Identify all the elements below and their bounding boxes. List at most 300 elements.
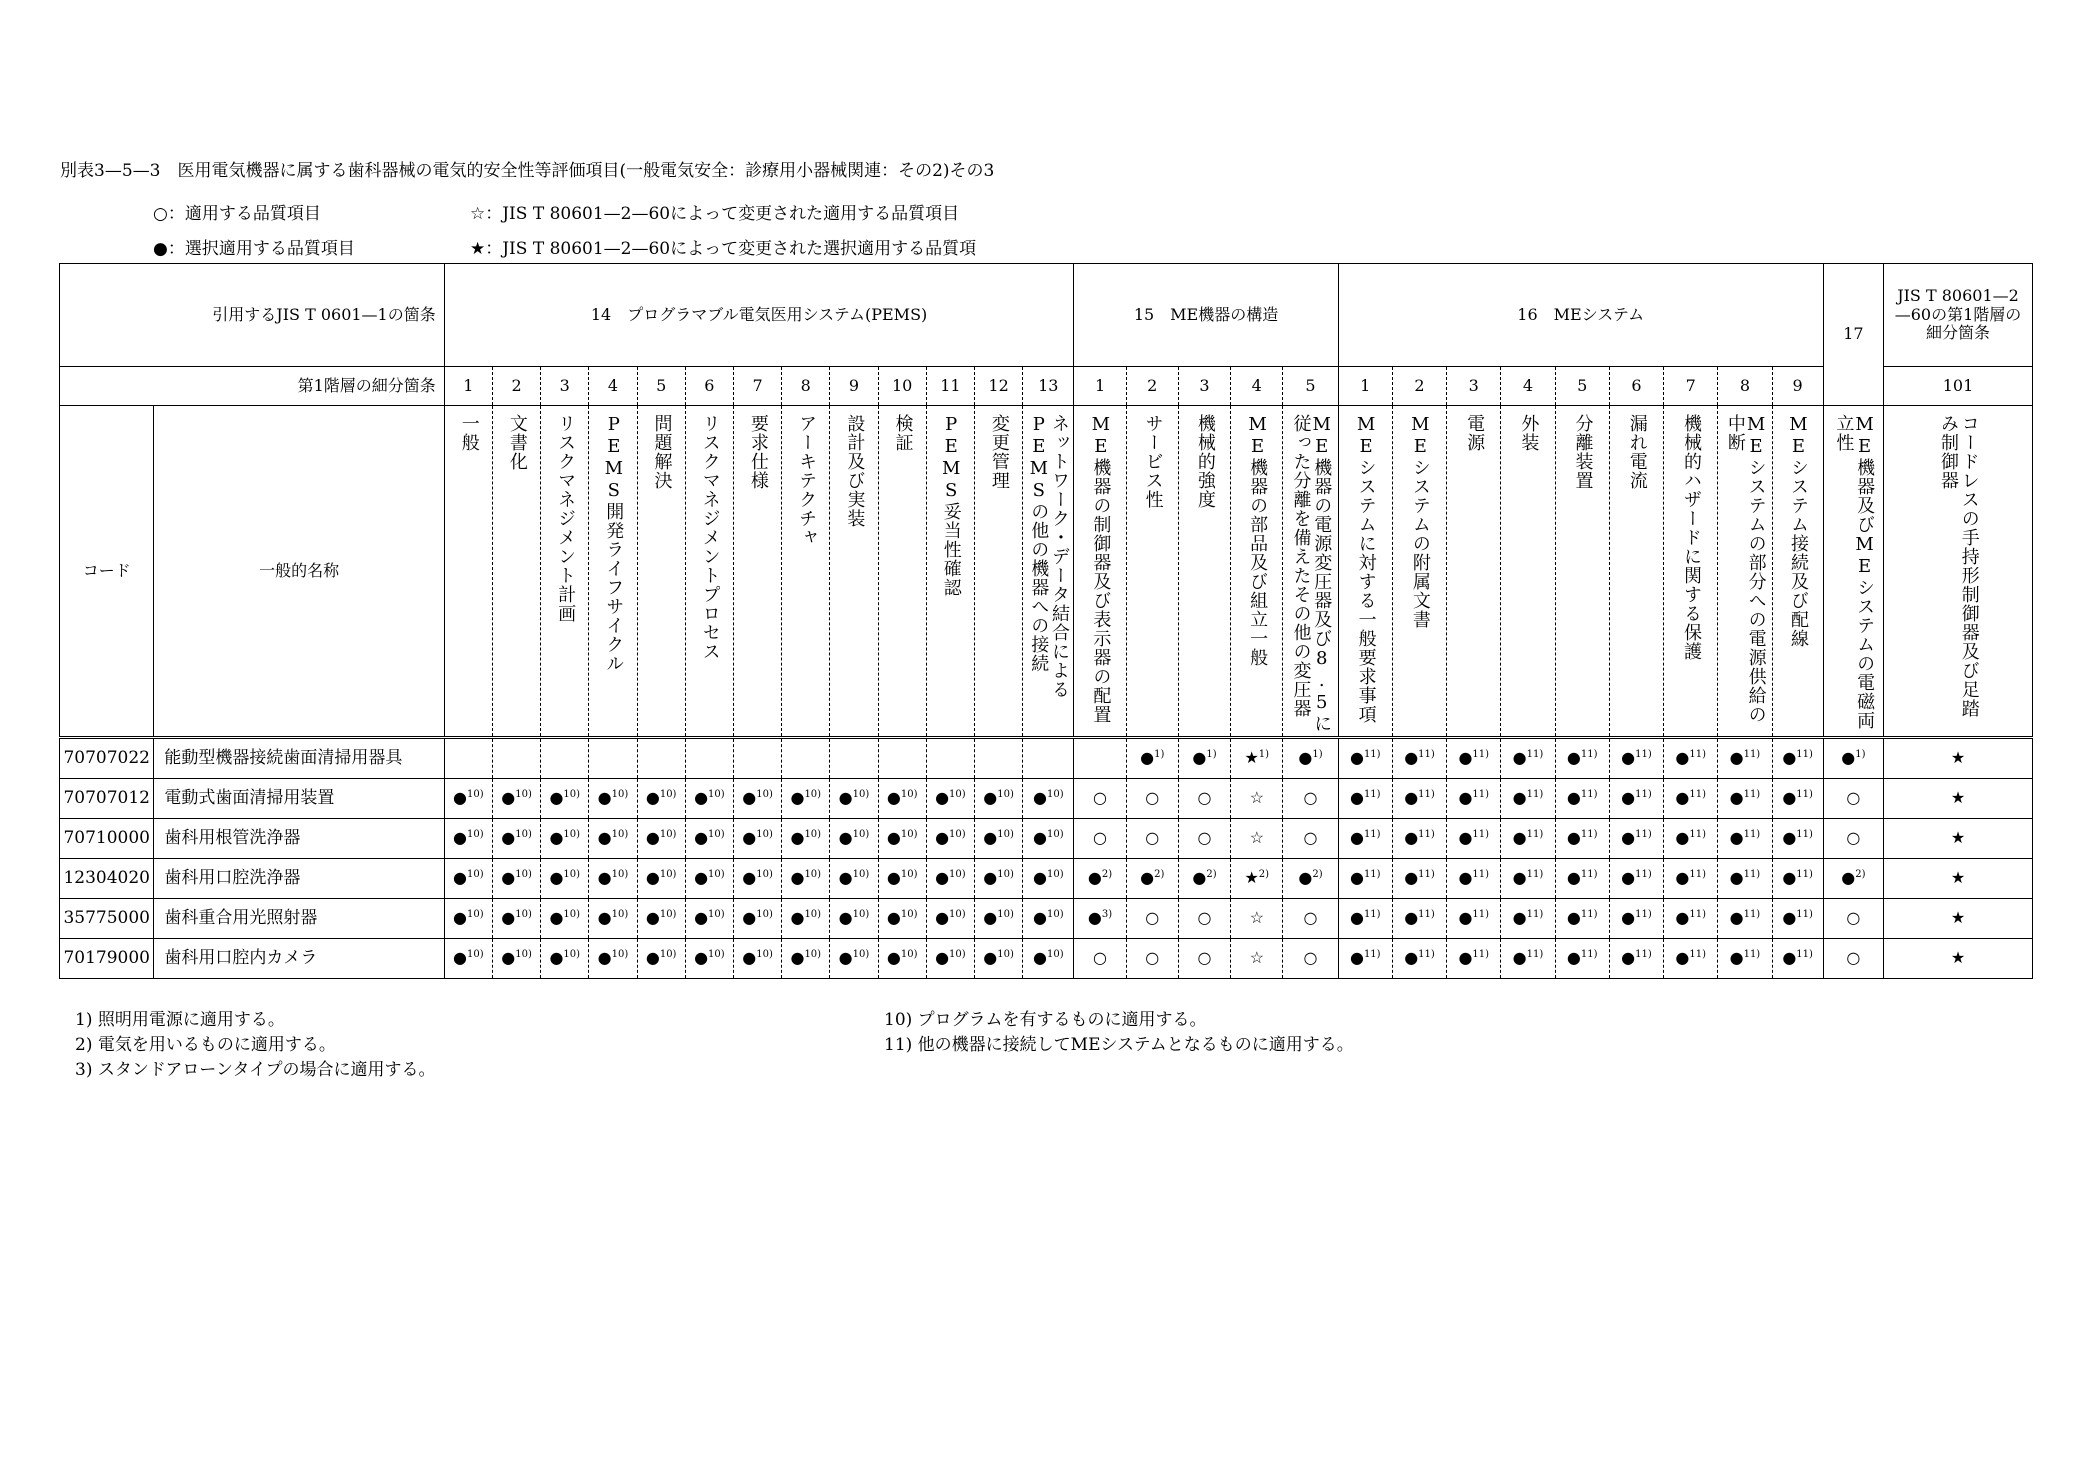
footnote-ref: 11)	[1796, 869, 1813, 881]
evaluation-cell	[974, 819, 1022, 859]
evaluation-cell	[1178, 859, 1230, 899]
evaluation-cell	[1884, 819, 2033, 859]
footnote-ref: 11)	[1580, 789, 1598, 801]
column-header-text: 一般	[458, 414, 480, 452]
evaluation-mark: ●	[1675, 788, 1690, 808]
evaluation-cell	[1126, 859, 1178, 899]
footnote-ref: 11)	[1418, 789, 1435, 801]
evaluation-cell	[1718, 859, 1772, 899]
column-header-name	[1664, 406, 1718, 738]
footnote-ref: 2)	[1258, 869, 1270, 881]
column-header-text: リスクマネジメント計画	[555, 414, 577, 623]
evaluation-cell	[1283, 939, 1338, 979]
footnote-ref: 11)	[1743, 829, 1761, 841]
evaluation-mark: ●	[1140, 748, 1155, 768]
footnote-2: 2) 電気を用いるものに適用する。	[75, 1035, 336, 1055]
evaluation-cell	[1023, 939, 1074, 979]
footnote-1: 1) 照明用電源に適用する。	[75, 1010, 285, 1030]
footnote-ref: 11)	[1635, 869, 1652, 881]
evaluation-cell	[1231, 738, 1283, 779]
evaluation-cell	[1338, 939, 1392, 979]
evaluation-mark: ●	[597, 868, 612, 888]
evaluation-mark: ●	[790, 868, 805, 888]
evaluation-cell	[1126, 899, 1178, 939]
column-header-name	[589, 406, 637, 738]
evaluation-mark: ○	[1145, 828, 1160, 848]
footnote-ref: 10)	[900, 789, 918, 801]
evaluation-cell	[878, 779, 926, 819]
evaluation-mark: ●	[694, 908, 709, 928]
evaluation-mark: ●	[1512, 948, 1527, 968]
footnote-ref: 11)	[1796, 749, 1813, 761]
evaluation-mark: ●	[1349, 788, 1364, 808]
evaluation-mark: ●	[1621, 788, 1636, 808]
footnote-ref: 10)	[659, 949, 677, 961]
footnote-ref: 11)	[1796, 909, 1813, 921]
name-column-header: 一般的名称	[154, 406, 444, 738]
footnote-ref: 10)	[659, 829, 677, 841]
footnote-ref: 10)	[997, 909, 1014, 921]
evaluation-mark: ●	[1087, 868, 1102, 888]
column-header-name	[1283, 406, 1338, 738]
footnote-ref: 10)	[708, 869, 725, 881]
evaluation-mark: ●	[1458, 828, 1473, 848]
evaluation-cell	[1501, 779, 1555, 819]
footnote-ref: 11)	[1363, 829, 1381, 841]
evaluation-mark: ●	[838, 828, 853, 848]
footnote-ref: 11)	[1363, 869, 1381, 881]
table-row	[60, 738, 2033, 779]
footnote-ref: 10)	[708, 789, 725, 801]
evaluation-cell	[1392, 859, 1446, 899]
footnote-ref: 11)	[1743, 909, 1761, 921]
subclause-number: 5	[1283, 367, 1338, 406]
column-header-text: ME機器及びMEシステムの電磁両立性	[1833, 414, 1876, 730]
footnotes-right	[884, 1008, 1354, 1058]
evaluation-cell	[1664, 779, 1718, 819]
row-code: 70707012	[60, 779, 154, 819]
section-16-header: 16 MEシステム	[1338, 264, 1823, 367]
evaluation-cell	[1023, 738, 1074, 779]
footnote-ref: 11)	[1689, 869, 1706, 881]
evaluation-cell	[1501, 738, 1555, 779]
evaluation-cell	[1338, 899, 1392, 939]
evaluation-mark: ●	[1458, 788, 1473, 808]
evaluation-mark: ●	[1349, 868, 1364, 888]
evaluation-cell	[1178, 738, 1230, 779]
evaluation-cell	[782, 899, 830, 939]
row-general-name: 歯科用根管洗浄器	[154, 819, 444, 859]
evaluation-mark: ●	[1621, 748, 1636, 768]
evaluation-cell	[637, 738, 685, 779]
evaluation-cell	[1231, 819, 1283, 859]
evaluation-cell	[1126, 819, 1178, 859]
column-header-name	[1555, 406, 1609, 738]
evaluation-mark: ●	[935, 788, 950, 808]
subclause-number: 1	[1074, 367, 1126, 406]
evaluation-cell	[1772, 899, 1823, 939]
subclause-number: 2	[492, 367, 540, 406]
column-header-text: 分離装置	[1572, 414, 1594, 490]
footnote-ref: 11)	[1472, 949, 1490, 961]
footnote-ref: 11)	[1689, 749, 1706, 761]
evaluation-mark: ●	[1675, 748, 1690, 768]
subclause-number: 12	[974, 367, 1022, 406]
evaluation-mark: ●	[742, 788, 757, 808]
evaluation-mark: ●	[501, 788, 516, 808]
column-header-name	[1231, 406, 1283, 738]
evaluation-cell	[830, 939, 878, 979]
column-header-name	[1718, 406, 1772, 738]
footnote-ref: 11)	[1472, 749, 1490, 761]
evaluation-cell	[1447, 939, 1501, 979]
column-header-text: PEMS開発ライフサイクル	[603, 414, 625, 673]
footnote-ref: 10)	[756, 909, 773, 921]
footnote-ref: 10)	[900, 949, 918, 961]
evaluation-mark: ○	[1145, 908, 1160, 928]
evaluation-cell	[637, 819, 685, 859]
footnote-ref: 11)	[1580, 949, 1598, 961]
evaluation-mark: ○	[1197, 908, 1212, 928]
footnote-ref: 11)	[1580, 869, 1598, 881]
column-header-text: 電源	[1464, 414, 1486, 452]
evaluation-mark: ●	[1782, 748, 1797, 768]
evaluation-cell	[1823, 899, 1883, 939]
evaluation-mark: ●	[983, 788, 998, 808]
evaluation-mark: ○	[1846, 788, 1861, 808]
column-header-name	[1126, 406, 1178, 738]
footnote-ref: 11)	[1526, 909, 1544, 921]
table-row	[60, 819, 2033, 859]
evaluation-cell	[830, 899, 878, 939]
footnote-ref: 11)	[1635, 949, 1652, 961]
evaluation-mark: ○	[1093, 788, 1108, 808]
subclause-number: 8	[782, 367, 830, 406]
column-header-text: 問題解決	[651, 414, 673, 490]
footnote-ref: 10)	[900, 909, 918, 921]
evaluation-cell	[1823, 859, 1883, 899]
column-header-name	[1501, 406, 1555, 738]
evaluation-mark: ●	[1192, 868, 1207, 888]
footnote-ref: 10)	[563, 869, 581, 881]
column-header-text: 設計及び実装	[844, 414, 866, 528]
evaluation-cell	[1718, 899, 1772, 939]
evaluation-mark: ●	[838, 948, 853, 968]
evaluation-cell	[878, 819, 926, 859]
evaluation-cell	[1023, 779, 1074, 819]
footnote-ref: 10)	[611, 869, 629, 881]
footnote-ref: 1)	[1258, 749, 1270, 761]
evaluation-mark: ●	[935, 828, 950, 848]
subclause-label: 第1階層の細分箇条	[60, 367, 445, 406]
column-header-text: リスクマネジメントプロセス	[699, 414, 721, 661]
footnote-ref: 10)	[563, 829, 581, 841]
cited-clause-label: 引用するJIS T 0601—1の箇条	[60, 264, 445, 367]
evaluation-cell	[444, 738, 492, 779]
evaluation-cell	[1283, 738, 1338, 779]
evaluation-cell	[1884, 899, 2033, 939]
footnote-ref: 10)	[515, 949, 532, 961]
footnote-ref: 2)	[1855, 869, 1866, 881]
evaluation-cell	[878, 899, 926, 939]
evaluation-cell	[926, 859, 974, 899]
footnote-ref: 11)	[1418, 949, 1435, 961]
evaluation-mark: ●	[1033, 868, 1047, 888]
subclause-number: 1	[444, 367, 492, 406]
column-header-name	[974, 406, 1022, 738]
subclause-number: 2	[1392, 367, 1446, 406]
evaluation-cell	[1338, 779, 1392, 819]
evaluation-cell	[589, 899, 637, 939]
footnote-ref: 10)	[852, 789, 870, 801]
evaluation-mark: ●	[1458, 868, 1473, 888]
table-row	[60, 939, 2033, 979]
evaluation-mark: ●	[645, 788, 660, 808]
footnote-ref: 10)	[515, 909, 532, 921]
column-header-name	[1023, 406, 1074, 738]
footnote-ref: 1)	[1154, 749, 1165, 761]
evaluation-cell	[974, 859, 1022, 899]
evaluation-cell	[1609, 738, 1663, 779]
subclause-number: 10	[878, 367, 926, 406]
evaluation-mark: ●	[838, 788, 853, 808]
evaluation-mark: ●	[1841, 748, 1856, 768]
evaluation-cell	[1501, 859, 1555, 899]
code-column-header: コード	[60, 406, 154, 738]
jis-subclause-header: JIS T 80601—2—60の第1階層の細分箇条	[1884, 264, 2033, 367]
row-general-name: 歯科重合用光照射器	[154, 899, 444, 939]
evaluation-mark: ●	[1458, 948, 1473, 968]
footnote-ref: 10)	[756, 949, 773, 961]
evaluation-cell	[1231, 939, 1283, 979]
evaluation-mark: ●	[597, 948, 612, 968]
column-header-name	[1823, 406, 1883, 738]
footnote-ref: 10)	[1046, 789, 1064, 801]
section-14-header: 14 プログラマブル電気医用システム(PEMS)	[444, 264, 1074, 367]
footnote-ref: 10)	[611, 789, 629, 801]
evaluation-cell	[541, 939, 589, 979]
evaluation-mark: ●	[983, 868, 998, 888]
evaluation-mark: ●	[597, 828, 612, 848]
evaluation-mark: ○	[1846, 948, 1861, 968]
footnote-ref: 10)	[756, 869, 773, 881]
evaluation-mark: ●	[453, 828, 468, 848]
footnote-ref: 10)	[1046, 829, 1064, 841]
subclause-number: 7	[1664, 367, 1718, 406]
evaluation-cell	[1231, 899, 1283, 939]
evaluation-cell	[1884, 779, 2033, 819]
evaluation-mark: ●	[1033, 828, 1047, 848]
footnote-ref: 10)	[997, 869, 1014, 881]
column-header-name	[1392, 406, 1446, 738]
table-row	[60, 779, 2033, 819]
footnote-ref: 11)	[1635, 909, 1652, 921]
column-header-text: コードレスの手持形制御器及び足踏み制御器	[1938, 414, 1980, 718]
section-17-header: 17	[1823, 264, 1883, 406]
footnote-ref: 1)	[1312, 749, 1323, 761]
evaluation-mark: ●	[1512, 868, 1527, 888]
column-header-text: MEシステムの部分への電源供給の中断	[1724, 414, 1767, 724]
evaluation-cell	[878, 859, 926, 899]
evaluation-mark: ●	[1566, 828, 1581, 848]
evaluation-cell	[1884, 859, 2033, 899]
evaluation-cell	[878, 738, 926, 779]
footnote-11: 11) 他の機器に接続してMEシステムとなるものに適用する。	[884, 1035, 1354, 1055]
row-general-name: 歯科用口腔洗浄器	[154, 859, 444, 899]
evaluation-cell	[1609, 779, 1663, 819]
footnote-ref: 10)	[997, 789, 1014, 801]
footnote-ref: 11)	[1743, 789, 1761, 801]
footnote-ref: 10)	[467, 909, 484, 921]
footnote-ref: 11)	[1363, 909, 1381, 921]
evaluation-cell	[926, 899, 974, 939]
footnote-ref: 10)	[659, 789, 677, 801]
evaluation-mark: ●	[1675, 948, 1690, 968]
footnote-ref: 2)	[1154, 869, 1165, 881]
table-row	[60, 899, 2033, 939]
footnote-ref: 3)	[1101, 909, 1113, 921]
evaluation-cell	[1823, 779, 1883, 819]
footnote-ref: 2)	[1312, 869, 1323, 881]
evaluation-mark: ●	[1512, 908, 1527, 928]
subclause-number: 11	[926, 367, 974, 406]
evaluation-mark: ★	[1950, 908, 1966, 928]
evaluation-cell	[1772, 859, 1823, 899]
evaluation-cell	[926, 819, 974, 859]
evaluation-cell	[1178, 819, 1230, 859]
evaluation-cell	[1283, 779, 1338, 819]
footnote-ref: 10)	[1046, 949, 1064, 961]
evaluation-cell	[1178, 939, 1230, 979]
evaluation-cell	[830, 779, 878, 819]
evaluation-cell	[733, 939, 781, 979]
evaluation-mark: ●	[1841, 868, 1856, 888]
evaluation-cell	[492, 859, 540, 899]
footnote-ref: 11)	[1689, 789, 1706, 801]
footnote-ref: 10)	[949, 909, 966, 921]
evaluation-cell	[541, 738, 589, 779]
evaluation-cell	[926, 939, 974, 979]
evaluation-cell	[1126, 939, 1178, 979]
column-header-text: MEシステムの附属文書	[1409, 414, 1431, 629]
footnote-ref: 10)	[852, 949, 870, 961]
footnote-ref: 10)	[804, 909, 822, 921]
evaluation-mark: ●	[1404, 748, 1419, 768]
evaluation-cell	[1392, 819, 1446, 859]
footnote-ref: 10)	[804, 869, 822, 881]
evaluation-cell	[444, 899, 492, 939]
evaluation-mark: ●	[1404, 788, 1419, 808]
evaluation-mark: ●	[694, 948, 709, 968]
evaluation-cell	[1555, 779, 1609, 819]
evaluation-cell	[1664, 859, 1718, 899]
subclause-number: 3	[1447, 367, 1501, 406]
evaluation-mark: ●	[1140, 868, 1155, 888]
evaluation-cell	[1823, 738, 1883, 779]
evaluation-mark: ●	[1512, 788, 1527, 808]
footnote-ref: 11)	[1472, 789, 1490, 801]
evaluation-mark: ☆	[1249, 828, 1264, 848]
evaluation-cell	[1338, 819, 1392, 859]
evaluation-mark: ●	[501, 868, 516, 888]
evaluation-mark: ●	[1033, 788, 1047, 808]
evaluation-cell	[1772, 779, 1823, 819]
legend-white-star: ☆：JIS T 80601—2—60によって変更された適用する品質項目	[470, 204, 960, 224]
footnote-ref: 1)	[1855, 749, 1866, 761]
legend-black-star: ★：JIS T 80601—2—60によって変更された選択適用する品質項	[470, 239, 977, 259]
evaluation-mark: ●	[1782, 868, 1797, 888]
evaluation-cell	[974, 939, 1022, 979]
column-header-name	[782, 406, 830, 738]
evaluation-cell	[685, 738, 733, 779]
evaluation-cell	[1178, 899, 1230, 939]
column-header-name	[878, 406, 926, 738]
evaluation-cell	[1664, 738, 1718, 779]
evaluation-mark: ●	[453, 868, 468, 888]
evaluation-cell	[637, 859, 685, 899]
evaluation-mark: ○	[1197, 828, 1212, 848]
column-header-text: 外装	[1518, 414, 1540, 452]
evaluation-cell	[1392, 779, 1446, 819]
column-header-name	[637, 406, 685, 738]
evaluation-mark: ●	[1458, 908, 1473, 928]
evaluation-cell	[492, 819, 540, 859]
footnote-ref: 11)	[1635, 749, 1652, 761]
evaluation-mark: ●	[1404, 948, 1419, 968]
evaluation-cell	[1074, 738, 1126, 779]
evaluation-mark: ●	[1404, 868, 1419, 888]
evaluation-cell	[1718, 779, 1772, 819]
column-header-name	[1884, 406, 2033, 738]
evaluation-cell	[1392, 939, 1446, 979]
footnotes-left	[75, 1008, 435, 1083]
footnote-ref: 11)	[1796, 829, 1813, 841]
evaluation-cell	[1447, 779, 1501, 819]
column-header-name	[685, 406, 733, 738]
evaluation-cell	[1718, 939, 1772, 979]
evaluation-mark: ●	[1298, 868, 1313, 888]
footnote-ref: 11)	[1689, 829, 1706, 841]
evaluation-mark: ●	[1566, 948, 1581, 968]
footnote-ref: 10)	[949, 869, 966, 881]
evaluation-mark: ●	[1349, 748, 1364, 768]
column-header-name	[444, 406, 492, 738]
subclause-number: 13	[1023, 367, 1074, 406]
evaluation-cell	[1447, 899, 1501, 939]
evaluation-mark: ★	[1950, 868, 1966, 888]
evaluation-mark: ○	[1145, 948, 1160, 968]
evaluation-mark: ○	[1846, 828, 1861, 848]
row-code: 35775000	[60, 899, 154, 939]
evaluation-mark: ●	[501, 828, 516, 848]
evaluation-cell	[974, 779, 1022, 819]
evaluation-mark: ●	[645, 828, 660, 848]
evaluation-cell	[1664, 939, 1718, 979]
evaluation-cell	[444, 819, 492, 859]
evaluation-mark: ●	[1729, 948, 1744, 968]
table-title: 別表3—5—3 医用電気機器に属する歯科器械の電気的安全性等評価項目(一般電気安全：診療用小器械関連：その2)その3	[60, 161, 995, 181]
evaluation-cell	[1501, 939, 1555, 979]
footnote-ref: 2)	[1206, 869, 1217, 881]
evaluation-cell	[589, 819, 637, 859]
footnote-ref: 1)	[1206, 749, 1217, 761]
evaluation-cell	[1772, 738, 1823, 779]
column-header-text: PEMS妥当性確認	[940, 414, 962, 597]
evaluation-mark: ●	[597, 908, 612, 928]
footnote-ref: 10)	[563, 949, 581, 961]
evaluation-cell	[444, 859, 492, 899]
footnote-ref: 10)	[1046, 869, 1064, 881]
